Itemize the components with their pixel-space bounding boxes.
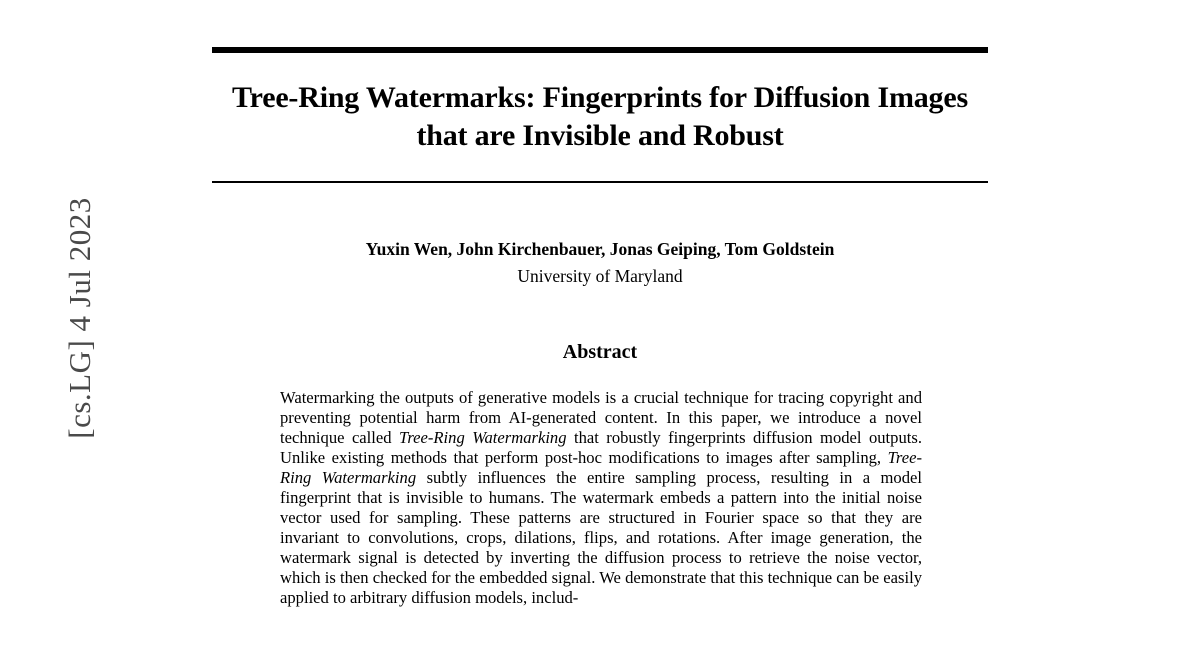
abstract-text-part-2: that robustly fingerprints diffusion model outputs. Unlike existing methods that perform post-hoc modifications to images after sampling, (280, 428, 922, 468)
abstract-text-part-1: Watermarking the outputs of generative models is a crucial technique for tracing copyright and preventing potential harm from AI-generated content. In this paper, we introduce a novel technique called (280, 388, 922, 448)
abstract-emphasis-1: Tree-Ring Watermarking (399, 428, 567, 448)
abstract-heading: Abstract (562, 341, 638, 364)
paper-page (212, 0, 988, 648)
author-list: Yuxin Wen, John Kirchenbauer, Jonas Geiping, Tom Goldstein (365, 239, 835, 260)
title-rule-bottom (212, 181, 988, 183)
title-rule-top (212, 47, 988, 53)
arxiv-stamp (0, 0, 200, 648)
abstract-body (280, 388, 922, 608)
abstract-emphasis-2: Tree-Ring Watermarking (280, 448, 922, 488)
arxiv-stamp-text: [cs.LG] 4 Jul 2023 (62, 197, 97, 439)
abstract-text-part-3: subtly influences the entire sampling process, resulting in a model fingerprint that is invisible to humans. The watermark embeds a pattern into the initial noise vector used for sampling. These patterns are structured in Fourier space so that they are invariant to convolutions, crops, dilations, flips, and rotations. After image generation, the watermark signal is detected by inverting the diffusion process to retrieve the noise vector, which is then checked for the embedded signal. We demonstrate that this technique can be easily applied to arbitrary diffusion models, includ- (280, 468, 922, 608)
affiliation: University of Maryland (517, 266, 683, 287)
page-title: Tree-Ring Watermarks: Fingerprints for Diffusion Images that are Invisible and Robust (232, 81, 968, 153)
